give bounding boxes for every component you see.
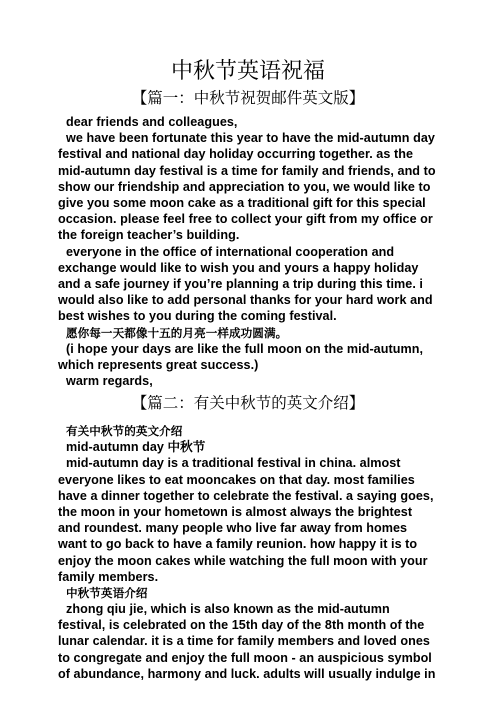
section-1-body <box>58 114 438 389</box>
translation-paragraph: (i hope your days are like the full moon on the mid-autumn, which represents great success.) <box>58 341 424 372</box>
body-paragraph: mid-autumn day is a traditional festival in china. almost everyone likes to eat mooncakes on that day. most families have a dinner together to celebrate the festival. a saying goes, the moon in your hometown is almost always the brightest and roundest. many people who live far away from homes want to go back to have a family reunion. how happy it is to enjoy the moon cakes while watching the full moon with your family members. <box>58 456 434 584</box>
closing-paragraph: warm regards, <box>66 374 153 389</box>
section-2-heading: 【篇二：有关中秋节的英文介绍】 <box>131 394 365 413</box>
subheading-paragraph: mid-autumn day 中秋节 <box>66 440 206 455</box>
chinese-wish-paragraph: 愿你每一天都像十五的月亮一样成功圆满。 <box>66 325 288 340</box>
subheading-paragraph: 有关中秋节的英文介绍 <box>66 424 183 439</box>
salutation-paragraph: dear friends and colleagues, <box>66 115 238 129</box>
document-title: 中秋节英语祝福 <box>170 59 325 84</box>
section-2-body <box>58 423 438 682</box>
section-1-heading: 【篇一：中秋节祝贺邮件英文版】 <box>131 89 365 107</box>
body-paragraph: we have been fortunate this year to have the mid-autumn day festival and national day holiday occurring together. as the mid-autumn day festival is a time for family and friends, and to show our friendship and appreciation to you, we would like to give you some moon cake as a traditional gift for this special occasion. please feel free to collect your gift from my office or the foreign teacher’s building. <box>58 131 436 243</box>
body-paragraph: zhong qiu jie, which is also known as the mid-autumn festival, is celebrated on the 15th day of the 8th month of the lunar calendar. it is a time for family members and loved ones to congregate and enjoy the full moon - an auspicious symbol of abundance, harmony and luck. adults will usually indulge in <box>58 602 436 681</box>
subheading-paragraph: 中秋节英语介绍 <box>66 586 148 601</box>
body-paragraph: everyone in the office of international cooperation and exchange would like to wish you and yours a happy holiday and a safe journey if you’re planning a trip during this time. i would also like to add personal thanks for your hard work and best wishes to you during the coming festival. <box>58 244 433 324</box>
